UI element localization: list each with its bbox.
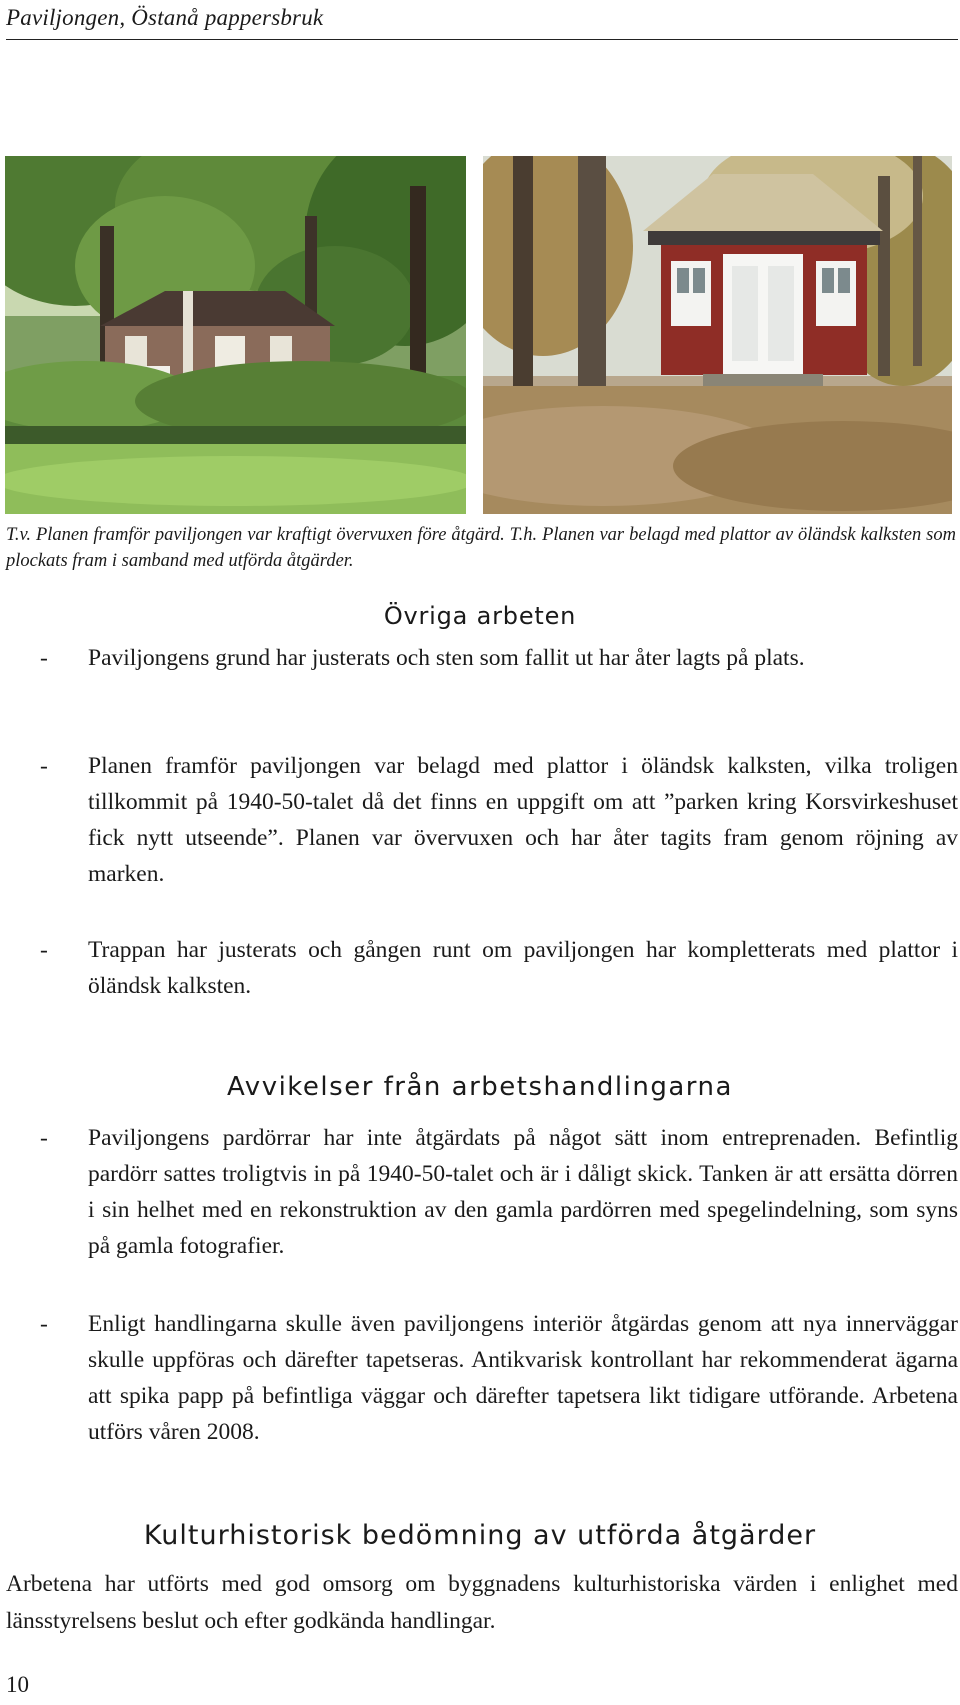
photo-red-pavilion [483,156,952,514]
photo-caption: T.v. Planen framför paviljongen var kraftigt övervuxen före åtgärd. T.h. Planen var belagd med plattor av öländsk kalksten som plockats fram i samband med utförda åtgärder. [6,525,956,571]
page-number: 10 [6,1672,29,1697]
running-header [6,2,958,40]
photo-red-pavilion-image [483,156,952,514]
list-item-text: Planen framför paviljongen var belagd med plattor i öländsk kalksten, vilka troligen tillkommit på 1940-50-talet då det finns en uppgift om att ”parken kring Korsvirkeshuset fick nytt utseende”. Planen var övervuxen och har åter tagits fram genom röjning av marken. [88,753,958,887]
bullet-dash: - [40,645,48,671]
photo-overgrown-pavilion-image [5,156,466,514]
assessment-paragraph: Arbetena har utförts med god omsorg om byggnadens kulturhistoriska värden i enlighet med länsstyrelsens beslut och efter godkända handlingar. [6,1571,958,1634]
list-item-text: Paviljongens grund har justerats och sten som fallit ut har åter lagts på plats. [88,645,805,671]
heading-avvikelser: Avvikelser från arbetshandlingarna [227,1072,733,1102]
list-item-text: Trappan har justerats och gången runt om paviljongen har kompletterats med plattor i öländsk kalksten. [88,937,958,999]
list-item [40,1306,958,1450]
list-item-text: Paviljongens pardörrar har inte åtgärdats på något sätt inom entreprenaden. Befintlig pardörr sattes troligtvis in på 1940-50-talet och är i dåligt skick. Tanken är att ersätta dörren i sin helhet med en rekonstruktion av den gamla pardörren med spegelindelning, som syns på gamla fotografier. [88,1125,958,1259]
list-item [40,932,958,1004]
bullet-dash: - [40,1311,48,1337]
heading-ovriga-arbeten: Övriga arbeten [383,602,577,630]
photo-overgrown-pavilion [5,156,466,514]
list-item [40,748,958,892]
bullet-dash: - [40,753,48,779]
list-item [40,640,958,676]
list-item-text: Enligt handlingarna skulle även paviljongens interiör åtgärdas genom att nya innerväggar skulle uppföras och därefter tapetseras. Antikvarisk kontrollant har rekommenderat ägarna att spika papp på befintliga väggar och därefter tapetsera likt tidigare utförande. Arbetena utförs våren 2008. [88,1311,958,1445]
heading-kulturhistorisk-bedomning: Kulturhistorisk bedömning av utförda åtgärder [143,1520,817,1551]
header-title: Paviljongen, Östanå pappersbruk [6,5,324,30]
bullet-dash: - [40,1125,48,1151]
bullet-dash: - [40,937,48,963]
list-item [40,1120,958,1264]
